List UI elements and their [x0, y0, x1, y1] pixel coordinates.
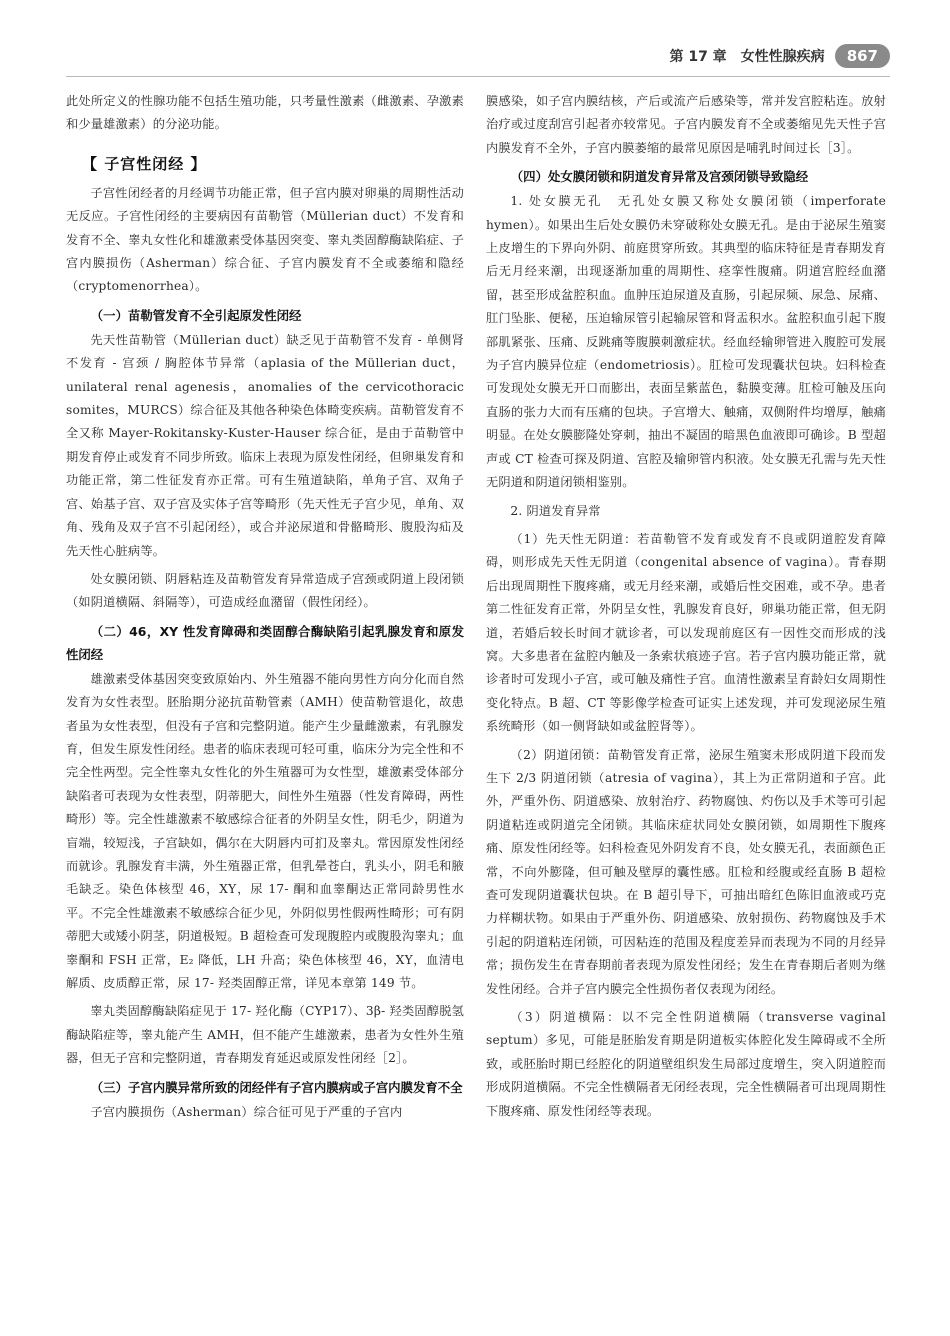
subsection-title-1: （一）苗勒管发育不全引起原发性闭经: [90, 307, 302, 323]
item-2-title: 2. 阴道发育异常: [510, 503, 601, 518]
subsection-4-paragraph-1: 1. 处女膜无孔 无孔处女膜又称处女膜闭锁（imperforate hymen）。如果出生后处女膜仍未穿破称处女膜无孔。是由于泌尿生殖窦上皮增生的下界向外阴、前庭贯穿所致。其典型的临床特征是青春期发育后无月经来潮，出现逐渐加重的周期性、痉挛性腹痛。阴道宫腔经血潴留，甚至形成盆腔积血。血肿压迫尿道及直肠，引起尿频、尿急、尿痛、肛门坠胀、便秘，压迫输尿管引起输尿管和肾盂积水。盆腔积血引起下腹部肌紧张、压痛、反跳痛等腹膜刺激症状。经血经输卵管进入腹腔可发展为子宫内膜异位症（endometriosis）。肛检可发现囊状包块。妇科检查可发现处女膜无开口而膨出，表面呈紫蓝色，黏膜变薄。肛检可触及压向直肠的张力大而有压痛的包块。子宫增大、触痛，双侧附件均增厚，触痛明显。在处女膜膨隆处穿刺，抽出不凝固的暗黑色血液即可确诊。B 型超声或 CT 检查可探及阴道、宫腔及输卵管内积液。处女膜无孔需与先天性无阴道和阴道闭锁相鉴别。: [486, 194, 886, 490]
left-column: [66, 90, 464, 1129]
subsection-3-paragraph-1: 子宫内膜损伤（Asherman）综合征可见于严重的子宫内: [90, 1104, 403, 1119]
chapter-title: 第 17 章 女性性腺疾病: [669, 49, 825, 65]
section-paragraph: 子宫性闭经者的月经调节功能正常，但子宫内膜对卵巢的周期性活动无反应。子宫性闭经的主要病因有苗勒管（Müllerian duct）不发育和发育不全、睾丸女性化和雄激素受体基因突变、睾丸类固醇酶缺陷症、子宫内膜损伤（Asherman）综合征、子宫内膜发育不全或萎缩和隐经（cryptomenorrhea）。: [66, 185, 464, 294]
section-title: 【 子宫性闭经 】: [82, 154, 207, 173]
page-header: [669, 38, 890, 74]
subsection-2-paragraph-1: 雄激素受体基因突变致原始内、外生殖器不能向男性方向分化而自然发育为女性表型。胚胎期分泌抗苗勒管素（AMH）使苗勒管退化，故患者虽为女性表型，但没有子宫和完整阴道。能产生少量雌激素，有乳腺发育，但发生原发性闭经。患者的临床表现可轻可重，临床分为完全性和不完全性两型。完全性睾丸女性化的外生殖器可为女性型，雄激素受体部分缺陷者可表现为女性表型，阴蒂肥大，间性外生殖器（性发育障碍，两性畸形）等。完全性雄激素不敏感综合征者的外阴呈女性，阴毛少，阴道为盲端，较短浅，子宫缺如，偶尔在大阴唇内可扪及睾丸。常因原发性闭经而就诊。乳腺发育丰满，外生殖器正常，但乳晕苍白，乳头小，阴毛和腋毛缺乏。染色体核型 46，XY，尿 17- 酮和血睾酮达正常同龄男性水平。不完全性雄激素不敏感综合征少见，外阴似男性假两性畸形；可有阴蒂肥大或矮小阴茎，阴道极短。B 超检查可发现腹腔内或腹股沟睾丸；血睾酮和 FSH 正常，E₂ 降低，LH 升高；染色体核型 46，XY，血清电解质、皮质醇正常，尿 17- 羟类固醇正常，详见本章第 149 节。: [66, 671, 464, 990]
subsection-2-paragraph-2: 睾丸类固醇酶缺陷症见于 17- 羟化酶（CYP17）、3β- 羟类固醇脱氢酶缺陷症等，睾丸能产生 AMH，但不能产生雄激素，患者为女性外生殖器，但无子宫和完整阴道，青春期发育延迟或原发性闭经［2］。: [66, 1004, 464, 1066]
subsection-1-paragraph-2: 处女膜闭锁、阴唇粘连及苗勒管发育异常造成子宫颈或阴道上段闭锁（如阴道横隔、斜隔等），可造成经血潴留（假性闭经）。: [66, 571, 464, 610]
subsection-1-paragraph-1: 先天性苗勒管（Müllerian duct）缺乏见于苗勒管不发育 - 单侧肾不发育 - 宫颈 / 胸腔体节异常（aplasia of the Müllerian duct，unilateral renal agenesis，anomalies of the cervicothoracic somites，MURCS）综合征及其他各种染色体畸变疾病。苗勒管发育不全又称 Mayer-Rokitansky-Kuster-Hauser 综合征，是由于苗勒管中期发育停止或发育不同步所致。临床上表现为原发性闭经，但卵巢发育和功能正常，第二性征发育亦正常。可有生殖道缺陷，单角子宫、双角子宫、始基子宫、双子宫及实体子宫等畸形（先天性无子宫少见，单角、双角、残角及双子宫不引起闭经），或合并泌尿道和骨骼畸形、腹股沟疝及先天性心脏病等。: [66, 332, 464, 558]
subsection-title-4: （四）处女膜闭锁和阴道发育异常及宫颈闭锁导致隐经: [510, 169, 809, 185]
page-number: 867: [835, 44, 890, 68]
item-2-paragraph-2: （2）阴道闭锁：苗勒管发育正常，泌尿生殖窦未形成阴道下段而发生下 2/3 阴道闭锁（atresia of vagina），其上为正常阴道和子宫。此外，严重外伤、阴道感染、放射治疗、药物腐蚀、灼伤以及手术等可引起阴道粘连或阴道完全闭锁。其临床症状同处女膜闭锁，如周期性下腹疼痛、原发性闭经等。妇科检查见外阴发育不良，处女膜无孔，表面颜色正常，不向外膨隆，但可触及壁厚的囊性感。肛检和经腹或经直肠 B 超检查可发现阴道囊状包块。在 B 超引导下，可抽出暗红色陈旧血液或巧克力样糊状物。如果由于严重外伤、阴道感染、放射损伤、药物腐蚀及手术引起的阴道粘连闭锁，可因粘连的范围及程度差异而表现为不同的月经异常；损伤发生在青春期前者表现为原发性闭经；发生在青春期后者则为继发性闭经。合并子宫内膜完全性损伤者仅表现为闭经。: [486, 747, 886, 996]
subsection-title-3: （三）子宫内膜异常所致的闭经伴有子宫内膜病或子宫内膜发育不全: [90, 1079, 463, 1095]
item-2-paragraph-1: （1）先天性无阴道：若苗勒管不发育或发育不良或阴道腔发育障碍，则形成先天性无阴道（congenital absence of vagina）。青春期后出现周期性下腹疼痛，或无月经来潮，或婚后性交困难，或不孕。患者第二性征发育正常，外阴呈女性，乳腺发育良好，卵巢功能正常，但无阴道，若婚后较长时间才就诊者，可以发现前庭区有一因性交而形成的浅窝。大多患者在盆腔内触及一条索状痕迹子宫。若子宫内膜功能正常，就诊者时可发现小子宫，或可触及痛性子宫。血清性激素呈育龄妇女周期性变化特点。B 超、CT 等影像学检查可证实上述发现，并可发现泌尿生殖系统畸形（如一侧肾缺如或盆腔肾等）。: [486, 531, 886, 734]
item-2-paragraph-3: （3）阴道横隔：以不完全性阴道横隔（transverse vaginal septum）多见，可能是胚胎发育期是阴道板实体腔化发生障碍或不全所致，或胚胎时期已经腔化的阴道壁组织发生局部过度增生，突入阴道腔而形成阴道横隔。不完全性横隔者无闭经表现，完全性横隔者可出现周期性下腹疼痛、原发性闭经等表现。: [486, 1010, 886, 1118]
continued-paragraph: 膜感染，如子宫内膜结核，产后或流产后感染等，常并发宫腔粘连。放射治疗或过度刮宫引起者亦较常见。子宫内膜发育不全或萎缩见先天性子宫内膜发育不全外，子宫内膜萎缩的最常见原因是哺乳时间过长［3］。: [486, 94, 886, 155]
right-column: [486, 90, 886, 1128]
subsection-title-2: （二）46，XY 性发育障碍和类固醇合酶缺陷引起乳腺发育和原发性闭经: [66, 623, 464, 662]
intro-paragraph: 此处所定义的性腺功能不包括生殖功能，只考量性激素（雌激素、孕激素和少量雄激素）的分泌功能。: [66, 94, 464, 132]
header-divider: [66, 76, 890, 77]
